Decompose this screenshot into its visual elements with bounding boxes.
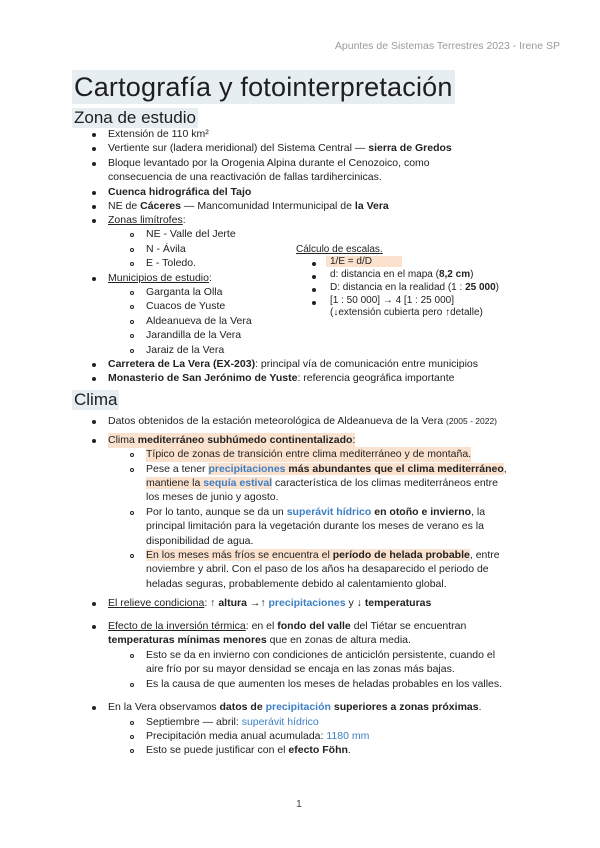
sub-list-item [146, 729, 369, 744]
sub-list-item: Garganta la Olla [146, 286, 223, 298]
text: , entre [469, 549, 500, 561]
bullet [92, 625, 96, 629]
sub-list-item [146, 462, 507, 477]
list-item [108, 271, 212, 286]
sub-list-item-continuation [146, 476, 498, 491]
text: la Vera [354, 200, 389, 212]
text: característica de los climas mediterráneos entre [272, 477, 498, 489]
text: superiores a zonas próximas [330, 701, 479, 713]
sub-bullet [130, 334, 134, 338]
sub-list-item: N - Ávila [146, 243, 186, 255]
text: : principal vía de comunicación entre municipios [255, 358, 479, 370]
text: El relieve condiciona [108, 597, 205, 609]
text: : [352, 434, 356, 446]
text: temperaturas mínimas menores [108, 634, 267, 646]
text: que en zonas de altura media. [266, 634, 411, 646]
bullet [312, 301, 316, 305]
list-item [108, 213, 186, 228]
text: NE de [108, 200, 141, 212]
sub-list-item-continuation: disponibilidad de agua. [146, 535, 254, 547]
sub-list-item [146, 548, 500, 563]
bullet [92, 205, 96, 209]
sub-bullet [130, 721, 134, 725]
scale-item [330, 269, 473, 280]
sub-bullet [130, 320, 134, 324]
text: mediterráneo subhúmedo continentalizado [137, 434, 353, 446]
bullet [92, 420, 96, 424]
text: superávit hídrico [286, 506, 372, 518]
bullet [92, 162, 96, 166]
text: Precipitación media anual acumulada: [146, 730, 327, 742]
list-item [108, 199, 389, 214]
sub-bullet [130, 349, 134, 353]
bullet [92, 706, 96, 710]
text: →↑ [246, 597, 269, 609]
text: Cáceres [140, 200, 181, 212]
sub-list-item-continuation: principal limitación para la vegetación durante los meses de verano es la [146, 520, 484, 532]
text: . [347, 744, 351, 756]
text: d: distancia en el mapa ( [330, 269, 439, 280]
text: ) [470, 269, 474, 280]
sub-bullet [130, 453, 134, 457]
sub-list-item-continuation: heladas seguras, probablemente debido al calentamiento global. [146, 578, 447, 590]
scale-item-note: (↓extensión cubierta pero ↑detalle) [330, 307, 483, 318]
sub-list-item: Jarandilla de la Vera [146, 329, 242, 341]
text: Por lo tanto, aunque se da un [146, 506, 287, 518]
sub-bullet [130, 654, 134, 658]
sub-bullet [130, 291, 134, 295]
bullet [312, 262, 316, 266]
text: Clima [108, 434, 138, 446]
text: Carretera de La Vera (EX-203) [108, 358, 256, 370]
sub-list-item: E - Toledo. [146, 257, 197, 269]
list-item [108, 414, 497, 429]
text: D: distancia en la realidad (1 : [330, 282, 466, 293]
text: y ↓ [345, 597, 365, 609]
text: 25 000 [465, 282, 496, 293]
text: 8,2 cm [438, 269, 471, 280]
sub-list-item: Jaraiz de la Vera [146, 344, 225, 356]
list-item-continuation: consecuencia de una reactivación de fallas tardihercinicas. [108, 171, 382, 183]
text: Municipios de estudio [108, 272, 209, 284]
text: temperaturas [364, 597, 432, 609]
text: : [182, 214, 186, 226]
scale-formula: 1/E = d/D [326, 256, 402, 267]
bullet [92, 147, 96, 151]
scale-item [330, 282, 499, 293]
text: Monasterio de San Jerónimo de Yuste [108, 372, 298, 384]
text: superávit hídrico [241, 716, 319, 728]
section-heading-clima: Clima [74, 390, 118, 409]
text: del Tiétar se encuentran [350, 620, 467, 632]
text: 1180 mm [326, 730, 370, 742]
text: precipitación [265, 701, 331, 713]
text: Esto se puede justificar con el [146, 744, 289, 756]
list-item [108, 700, 482, 715]
list-item [108, 433, 355, 448]
list-item: Bloque levantado por la Orogenia Alpina durante el Cenozoico, como [108, 157, 430, 169]
text: ) [495, 282, 500, 293]
text: Efecto de la inversión térmica [108, 620, 246, 632]
text: precipitaciones [268, 597, 346, 609]
sub-bullet [130, 554, 134, 558]
text: Zonas limítrofes [108, 214, 183, 226]
sub-bullet [130, 683, 134, 687]
list-item [108, 141, 452, 156]
page-title: Cartografía y fotointerpretación [74, 72, 453, 102]
text: período de helada probable [332, 549, 470, 561]
sub-list-item-continuation: los meses de junio y agosto. [146, 491, 279, 503]
text: Pese a tener [146, 463, 209, 475]
text: : [208, 272, 212, 284]
text: datos de [219, 701, 266, 713]
text: sierra de Gredos [368, 142, 452, 154]
text: Vertiente sur (ladera meridional) del Sistema Central — [108, 142, 369, 154]
bullet [92, 191, 96, 195]
sub-bullet [130, 305, 134, 309]
sub-bullet [130, 233, 134, 237]
sub-bullet [130, 262, 134, 266]
text: más abundantes que el clima mediterráneo [285, 463, 504, 475]
sub-bullet [130, 468, 134, 472]
list-item: Extensión de 110 km² [108, 128, 209, 140]
sub-list-item: Típico de zonas de transición entre clima mediterráneo y de montaña. [146, 448, 472, 460]
text: precipitaciones [208, 463, 286, 475]
text: En la Vera observamos [108, 701, 220, 713]
text: en otoño e invierno [371, 506, 472, 518]
text: mantiene la [146, 477, 204, 489]
page-number: 1 [296, 798, 302, 810]
text: Datos obtenidos de la estación meteorológica de Aldeanueva de la Vera [108, 415, 446, 427]
list-item [108, 371, 454, 386]
scale-item: [1 : 50 000] → 4 [1 : 25 000] [330, 295, 454, 306]
sub-bullet [130, 735, 134, 739]
text: — Mancomunidad Intermunicipal de [180, 200, 355, 212]
bullet [312, 275, 316, 279]
text: : referencia geográfica importante [297, 372, 455, 384]
sub-bullet [130, 511, 134, 515]
text: sequía estival [203, 477, 273, 489]
bullet [92, 377, 96, 381]
bullet [312, 288, 316, 292]
list-item: Cuenca hidrográfica del Tajo [108, 186, 252, 198]
text: , la [471, 506, 486, 518]
bullet [92, 219, 96, 223]
list-item [108, 357, 478, 372]
text: efecto Föhn [288, 744, 348, 756]
text: , [503, 463, 507, 475]
bullet [92, 363, 96, 367]
bullet [92, 277, 96, 281]
text: : en el [245, 620, 278, 632]
sub-list-item: Esto se da en invierno con condiciones de anticiclón persistente, cuando el [146, 649, 496, 661]
list-item-continuation [108, 633, 411, 648]
bullet [92, 602, 96, 606]
page-header: Apuntes de Sistemas Terrestres 2023 - Irene SP [334, 40, 560, 52]
sub-list-item [146, 505, 485, 520]
bullet [92, 133, 96, 137]
text: . [478, 701, 482, 713]
text: (2005 - 2022) [445, 416, 498, 426]
scale-title: Cálculo de escalas. [296, 244, 383, 255]
list-item [108, 596, 431, 611]
bullet [92, 439, 96, 443]
text: altura [218, 597, 247, 609]
sub-bullet [130, 749, 134, 753]
text: fondo del valle [277, 620, 351, 632]
sub-list-item [146, 715, 319, 730]
sub-list-item-continuation: aire frío por su mayor densidad se encaja en las zonas más bajas. [146, 663, 455, 675]
list-item [108, 619, 466, 634]
sub-list-item: Cuacos de Yuste [146, 300, 226, 312]
text: Septiembre — abril: [146, 716, 242, 728]
section-heading-zona: Zona de estudio [74, 108, 196, 127]
sub-bullet [130, 248, 134, 252]
sub-list-item [146, 743, 351, 758]
text: En los meses más fríos se encuentra el [146, 549, 333, 561]
sub-list-item: Aldeanueva de la Vera [146, 315, 252, 327]
sub-list-item: Es la causa de que aumenten los meses de heladas probables en los valles. [146, 678, 503, 690]
sub-list-item: NE - Valle del Jerte [146, 228, 236, 240]
text: : ↑ [204, 597, 219, 609]
sub-list-item-continuation: noviembre y abril. Con el paso de los años ha desaparecido el periodo de [146, 563, 489, 575]
